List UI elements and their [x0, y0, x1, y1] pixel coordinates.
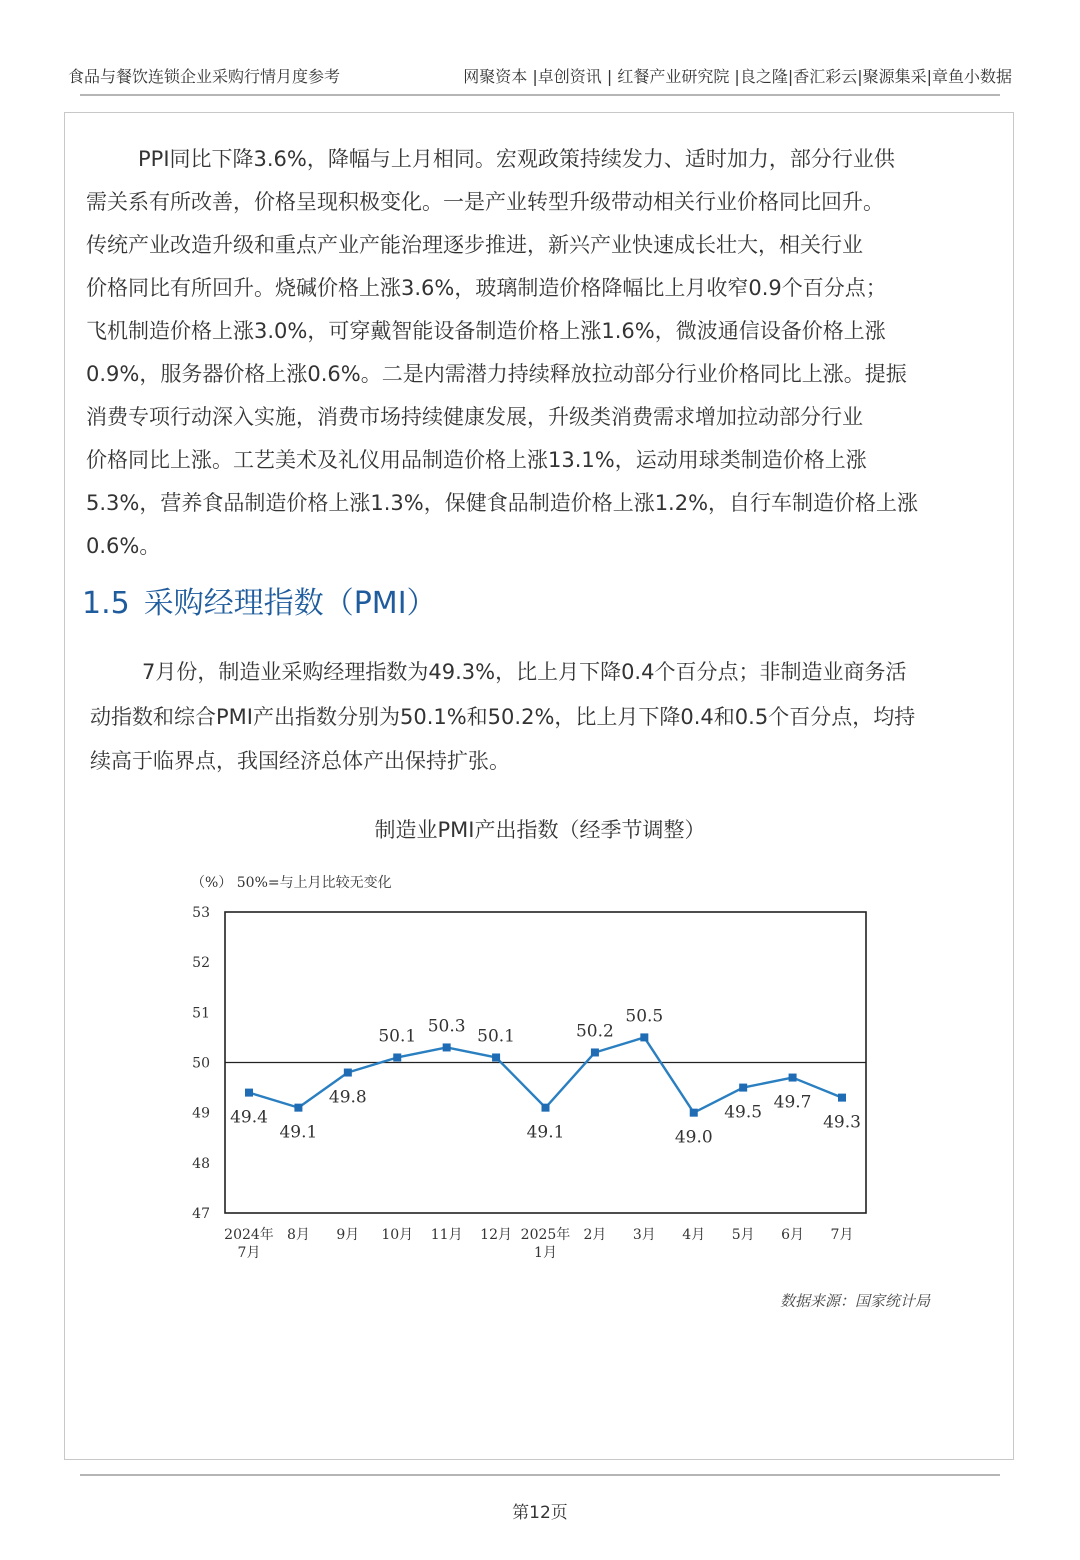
x-tick-label: 7月 [830, 1227, 854, 1243]
x-tick-label: 1月 [534, 1245, 557, 1261]
pmi-paragraph [90, 650, 990, 784]
data-label: 49.4 [230, 1107, 268, 1128]
paragraph-line: 0.6%。 [86, 534, 161, 558]
ppi-paragraph [86, 138, 1010, 568]
data-label: 49.0 [674, 1127, 713, 1148]
data-label: 50.5 [625, 1006, 664, 1027]
x-tick-label: 2024年 [224, 1227, 274, 1243]
data-source-note: 数据来源：国家统计局 [779, 1292, 930, 1310]
data-label: 50.3 [427, 1016, 466, 1037]
header-right-sources: 网聚资本 |卓创资讯 | 红餐产业研究院 |良之隆|香汇彩云|聚源集采|章鱼小数据 [463, 66, 1012, 86]
y-tick-label: 49 [192, 1105, 210, 1122]
data-label: 50.1 [378, 1026, 417, 1047]
x-tick-label: 3月 [632, 1227, 656, 1243]
pmi-chart [0, 860, 1080, 1280]
paragraph-line: 消费专项行动深入实施，消费市场持续健康发展，升级类消费需求增加拉动部分行业 [86, 405, 863, 429]
y-tick-label: 50 [192, 1055, 210, 1072]
paragraph-line: 价格同比上涨。工艺美术及礼仪用品制造价格上涨13.1%，运动用球类制造价格上涨 [86, 448, 867, 472]
x-tick-label: 2025年 [520, 1227, 571, 1243]
paragraph-line: 价格同比有所回升。烧碱价格上涨3.6%，玻璃制造价格降幅比上月收窄0.9个百分点； [86, 276, 887, 300]
data-point [294, 1104, 302, 1112]
chart-title: 制造业PMI产出指数（经季节调整） [374, 818, 706, 842]
footer-divider [80, 1474, 1000, 1476]
page-number: 第12页 [512, 1503, 568, 1523]
data-label: 50.1 [477, 1026, 516, 1047]
page-header [68, 60, 1012, 90]
header-divider [80, 94, 1000, 96]
x-tick-label: 9月 [336, 1227, 360, 1243]
paragraph-line: 飞机制造价格上涨3.0%，可穿戴智能设备制造价格上涨1.6%，微波通信设备价格上涨 [86, 319, 886, 343]
x-tick-label: 5月 [731, 1227, 755, 1243]
x-tick-label: 4月 [682, 1227, 706, 1243]
section-heading [82, 578, 437, 622]
data-label: 49.5 [724, 1102, 763, 1123]
paragraph-line: 5.3%，营养食品制造价格上涨1.3%，保健食品制造价格上涨1.2%，自行车制造价格上涨 [86, 491, 919, 515]
x-tick-label: 2月 [583, 1227, 607, 1243]
header-left-title: 食品与餐饮连锁企业采购行情月度参考 [68, 66, 341, 86]
paragraph-line: 动指数和综合PMI产出指数分别为50.1%和50.2%，比上月下降0.4和0.5个百分点，均持 [90, 704, 916, 729]
data-point [542, 1104, 550, 1112]
data-point [690, 1109, 698, 1117]
x-tick-label: 8月 [286, 1227, 310, 1243]
x-tick-label: 11月 [430, 1227, 463, 1243]
data-point [393, 1053, 401, 1061]
y-tick-label: 48 [192, 1155, 210, 1172]
section-number: 1.5 [82, 586, 130, 621]
paragraph-line: 需关系有所改善，价格呈现积极变化。一是产业转型升级带动相关行业价格同比回升。 [86, 190, 884, 214]
x-tick-label: 7月 [237, 1245, 261, 1261]
data-point [245, 1089, 253, 1097]
data-label: 50.2 [575, 1021, 614, 1042]
y-tick-label: 53 [192, 905, 210, 921]
data-point [640, 1033, 648, 1041]
data-label: 49.3 [823, 1112, 861, 1133]
data-label: 49.1 [279, 1122, 318, 1143]
data-point [739, 1084, 747, 1092]
data-label: 49.1 [526, 1122, 565, 1143]
x-tick-label: 6月 [781, 1227, 805, 1243]
data-point [789, 1074, 797, 1082]
paragraph-line: 续高于临界点，我国经济总体产出保持扩张。 [90, 749, 510, 773]
data-label: 49.8 [328, 1087, 367, 1108]
chart-unit-note: （%） 50%=与上月比较无变化 [191, 875, 392, 891]
paragraph-line: 0.9%，服务器价格上涨0.6%。二是内需潜力持续释放拉动部分行业价格同比上涨。提振 [86, 362, 907, 386]
x-tick-label: 10月 [381, 1227, 414, 1243]
paragraph-line: 传统产业改造升级和重点产业产能治理逐步推进，新兴产业快速成长壮大，相关行业 [86, 233, 863, 257]
section-title: 采购经理指数（PMI） [143, 586, 437, 621]
y-tick-label: 47 [192, 1206, 210, 1222]
y-tick-label: 51 [192, 1005, 210, 1022]
x-tick-label: 12月 [480, 1227, 512, 1243]
data-point [344, 1069, 352, 1077]
data-label: 49.7 [773, 1092, 812, 1113]
data-point [838, 1094, 846, 1102]
data-point [591, 1048, 599, 1056]
paragraph-line: 7月份，制造业采购经理指数为49.3%，比上月下降0.4个百分点；非制造业商务活 [142, 660, 907, 684]
paragraph-line: PPI同比下降3.6%，降幅与上月相同。宏观政策持续发力、适时加力，部分行业供 [138, 147, 895, 171]
data-point [443, 1043, 451, 1051]
data-point [492, 1053, 500, 1061]
y-tick-label: 52 [192, 955, 210, 972]
